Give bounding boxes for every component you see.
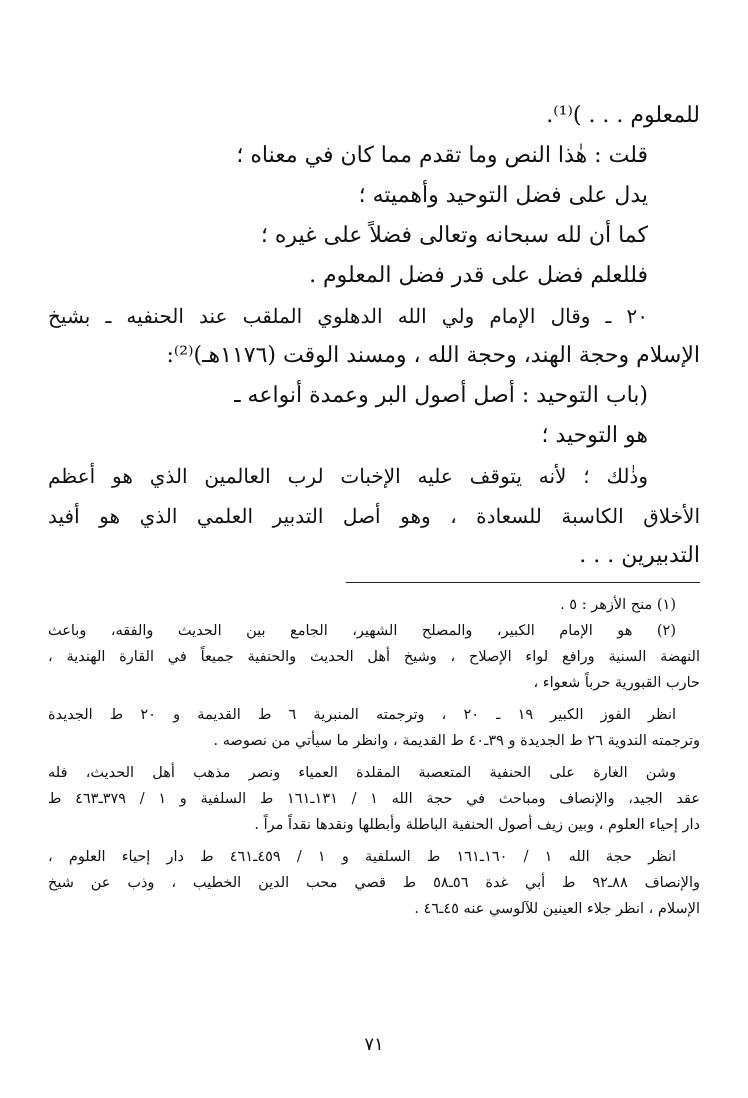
footnote-line: انظر حجة الله ١ / ١٦٠ـ١٦١ ط السلفية و ١ / ٤٥٩ـ٤٦١ ط دار إحياء العلوم ، (48, 849, 677, 865)
text-line: هو التوحيد ؛ (541, 423, 648, 448)
text-line: قلت : هٰذا النص وما تقدم مما كان في معناه ؛ (236, 143, 648, 168)
text-line: ٢٠ ـ وقال الإمام ولي الله الدهلوي الملقب عند الحنفيه ـ بشيخ (48, 304, 648, 328)
text-line: للمعلوم . . . )⁽¹⁾. (546, 103, 700, 128)
page-number: ٧١ (364, 1034, 384, 1055)
footnote-line: عقد الجيد، والإنصاف ومباحث في حجة الله ١ / ١٣١ـ١٦١ ط السلفية و ١ / ٣٧٩ـ٤٦٣ ط (48, 791, 700, 807)
footnote-line: النهضة السنية ورافع لواء الإصلاح ، وشيخ أهل الحديث والحنفية جميعاً في القارة الهندية ، (48, 649, 700, 665)
footnote-line: وشن الغارة على الحنفية المتعصبة المقلدة العمياء ونصر مذهب أهل الحديث، فله (48, 765, 676, 781)
main-text (48, 96, 700, 576)
footnote-separator (346, 582, 700, 583)
footnote-line: (٢) هو الإمام الكبير، والمصلح الشهير، الجامع بين الحديث والفقه، وباعث (48, 623, 676, 639)
footnote-line: الإسلام ، انظر جلاء العينين للآلوسي عنه ٤٥ـ٤٦ . (414, 901, 700, 917)
text-line: التدبيرين . . . (579, 543, 700, 568)
text-line: (باب التوحيد : أصل أصول البر وعمدة أنواعه ـ (234, 383, 648, 408)
footnotes (48, 592, 700, 922)
text-line: الإسلام وحجة الهند، وحجة الله ، ومسند الوقت (١١٧٦هـ)⁽²⁾: (166, 343, 700, 368)
footnote-line: (١) منح الأزهر : ٥ . (560, 597, 676, 613)
footnote-line: دار إحياء العلوم ، وبين زيف أصول الحنفية الباطلة وأبطلها ونقدها نقداً مراً . (254, 817, 700, 833)
footnote-line: انظر الفوز الكبير ١٩ ـ ٢٠ ، وترجمته المنبرية ٦ ط القديمة و ٢٠ ط الجديدة (48, 707, 677, 723)
footnote-line: وترجمته الندوية ٢٦ ط الجديدة و ٣٩ـ٤٠ ط القديمة ، وانظر ما سيأتي من نصوصه . (213, 733, 700, 749)
text-line: الأخلاق الكاسبة للسعادة ، وهو أصل التدبير العلمي الذي هو أفيد (48, 504, 700, 528)
text-line: وذٰلك ؛ لأنه يتوقف عليه الإخبات لرب العالمين الذي هو أعظم (48, 464, 648, 488)
text-line: كما أن لله سبحانه وتعالى فضلاً على غيره ؛ (260, 223, 648, 248)
text-line: يدل على فضل التوحيد وأهميته ؛ (358, 183, 648, 208)
text-line: فللعلم فضل على قدر فضل المعلوم . (309, 263, 648, 288)
footnote-line: حارب القبورية حرباً شعواء ، (533, 675, 700, 691)
footnote-line: والإنصاف ٨٨ـ٩٢ ط أبي غدة ٥٦ـ٥٨ ط قصي محب الدين الخطيب ، وذب عن شيخ (48, 875, 700, 891)
